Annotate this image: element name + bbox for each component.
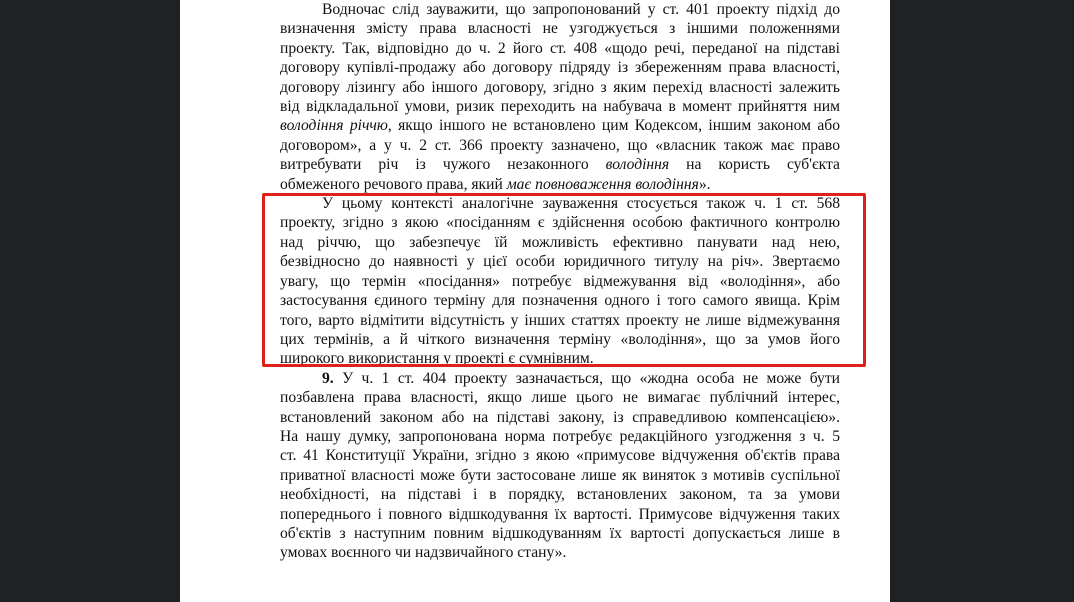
text-span: витребувати річ із чужого незаконного <box>280 156 606 174</box>
text-line: того, варто відмітити відсутність у інших статтях проекту не лише відмежування <box>280 311 840 329</box>
text-span: ». <box>698 175 711 193</box>
paragraph-1 <box>280 0 840 194</box>
text-line: приватної власності може бути застосоване лише як виняток з мотивів суспільної <box>280 466 840 484</box>
text-span: обмеженого речового права, який <box>280 175 507 193</box>
text-line: над річчю, що забезпечує їй можливість ефективно панувати над нею, <box>280 233 840 251</box>
text-line: На нашу думку, запропонована норма потребує редакційного узгодження з ч. 5 <box>280 427 840 445</box>
italic-text: володіння річчю <box>280 117 388 135</box>
text-line: необхідності, на підставі і в порядку, встановлених законом, та за умови <box>280 486 840 504</box>
text-line: від відкладальної умови, ризик переходить на набувача в момент прийняття ним <box>280 98 840 116</box>
text-line <box>280 116 840 135</box>
text-line <box>280 175 840 194</box>
text-line: попереднього і повного відшкодування їх вартості. Примусове відчуження таких <box>280 505 840 523</box>
text-span: У ч. 1 ст. 404 проекту зазначається, що «жодна особа не може бути <box>333 369 840 387</box>
text-line: позбавлена права власності, якщо лише цього не вимагає публічний інтерес, <box>280 389 840 407</box>
text-line: договором», а у ч. 2 ст. 366 проекту зазначено, що «власник також має право <box>280 136 840 154</box>
text-line: об'єктів з наступним повним відшкодуванням їх вартості допускається лише в <box>280 524 840 542</box>
text-line: договору купівлі-продажу або договору підряду із збереженням права власності, <box>280 59 840 77</box>
text-line: проекту, згідно з якою «посіданням є здійснення особою фактичного контролю <box>280 214 840 232</box>
text-line: широкого використання у проекті є сумнівним. <box>280 350 594 368</box>
text-line: увагу, що термін «посідання» потребує відмежування від «володіння», або <box>280 272 840 290</box>
text-line <box>280 155 840 174</box>
text-line: застосування єдиного терміну для позначення одного і того самого явища. Крім <box>280 292 840 310</box>
italic-text: має повноваження володіння <box>506 175 699 193</box>
highlight-annotation-box <box>262 193 866 367</box>
italic-text: володіння <box>605 156 670 174</box>
text-line: безвідносно до наявності у цієї особи юридичного титулу на річ». Звертаємо <box>280 253 840 271</box>
text-line: Водночас слід зауважити, що запропонований у ст. 401 проекту підхід до <box>322 1 840 18</box>
paragraph-3 <box>280 369 840 563</box>
text-line: умовах воєнного чи надзвичайного стану». <box>280 544 567 562</box>
section-number: 9. <box>322 369 334 387</box>
text-line: встановлений законом або на підставі закону, із справедливою компенсацією». <box>280 408 840 426</box>
text-line: У цьому контексті аналогічне зауваження стосується також ч. 1 ст. 568 <box>322 195 840 213</box>
text-line <box>280 369 840 388</box>
document-page <box>180 0 890 602</box>
text-span: на користь суб'єкта <box>669 156 840 174</box>
text-line: договору лізингу або іншого договору, згідно з яким перехід власності залежить <box>280 78 840 96</box>
text-line: ст. 41 Конституції України, згідно з якою «примусове відчуження об'єктів права <box>280 447 840 465</box>
text-line: проекту. Так, відповідно до ч. 2 його ст. 408 «щодо речі, переданої на підставі <box>280 39 840 57</box>
text-line: цих термінів, а й чіткого визначення терміну «володіння», що за умов його <box>280 330 840 348</box>
text-span: , якщо іншого не встановлено цим Кодексом, іншим законом або <box>387 117 840 135</box>
text-line: визначення змісту права власності не узгоджується з іншими положеннями <box>280 20 840 38</box>
